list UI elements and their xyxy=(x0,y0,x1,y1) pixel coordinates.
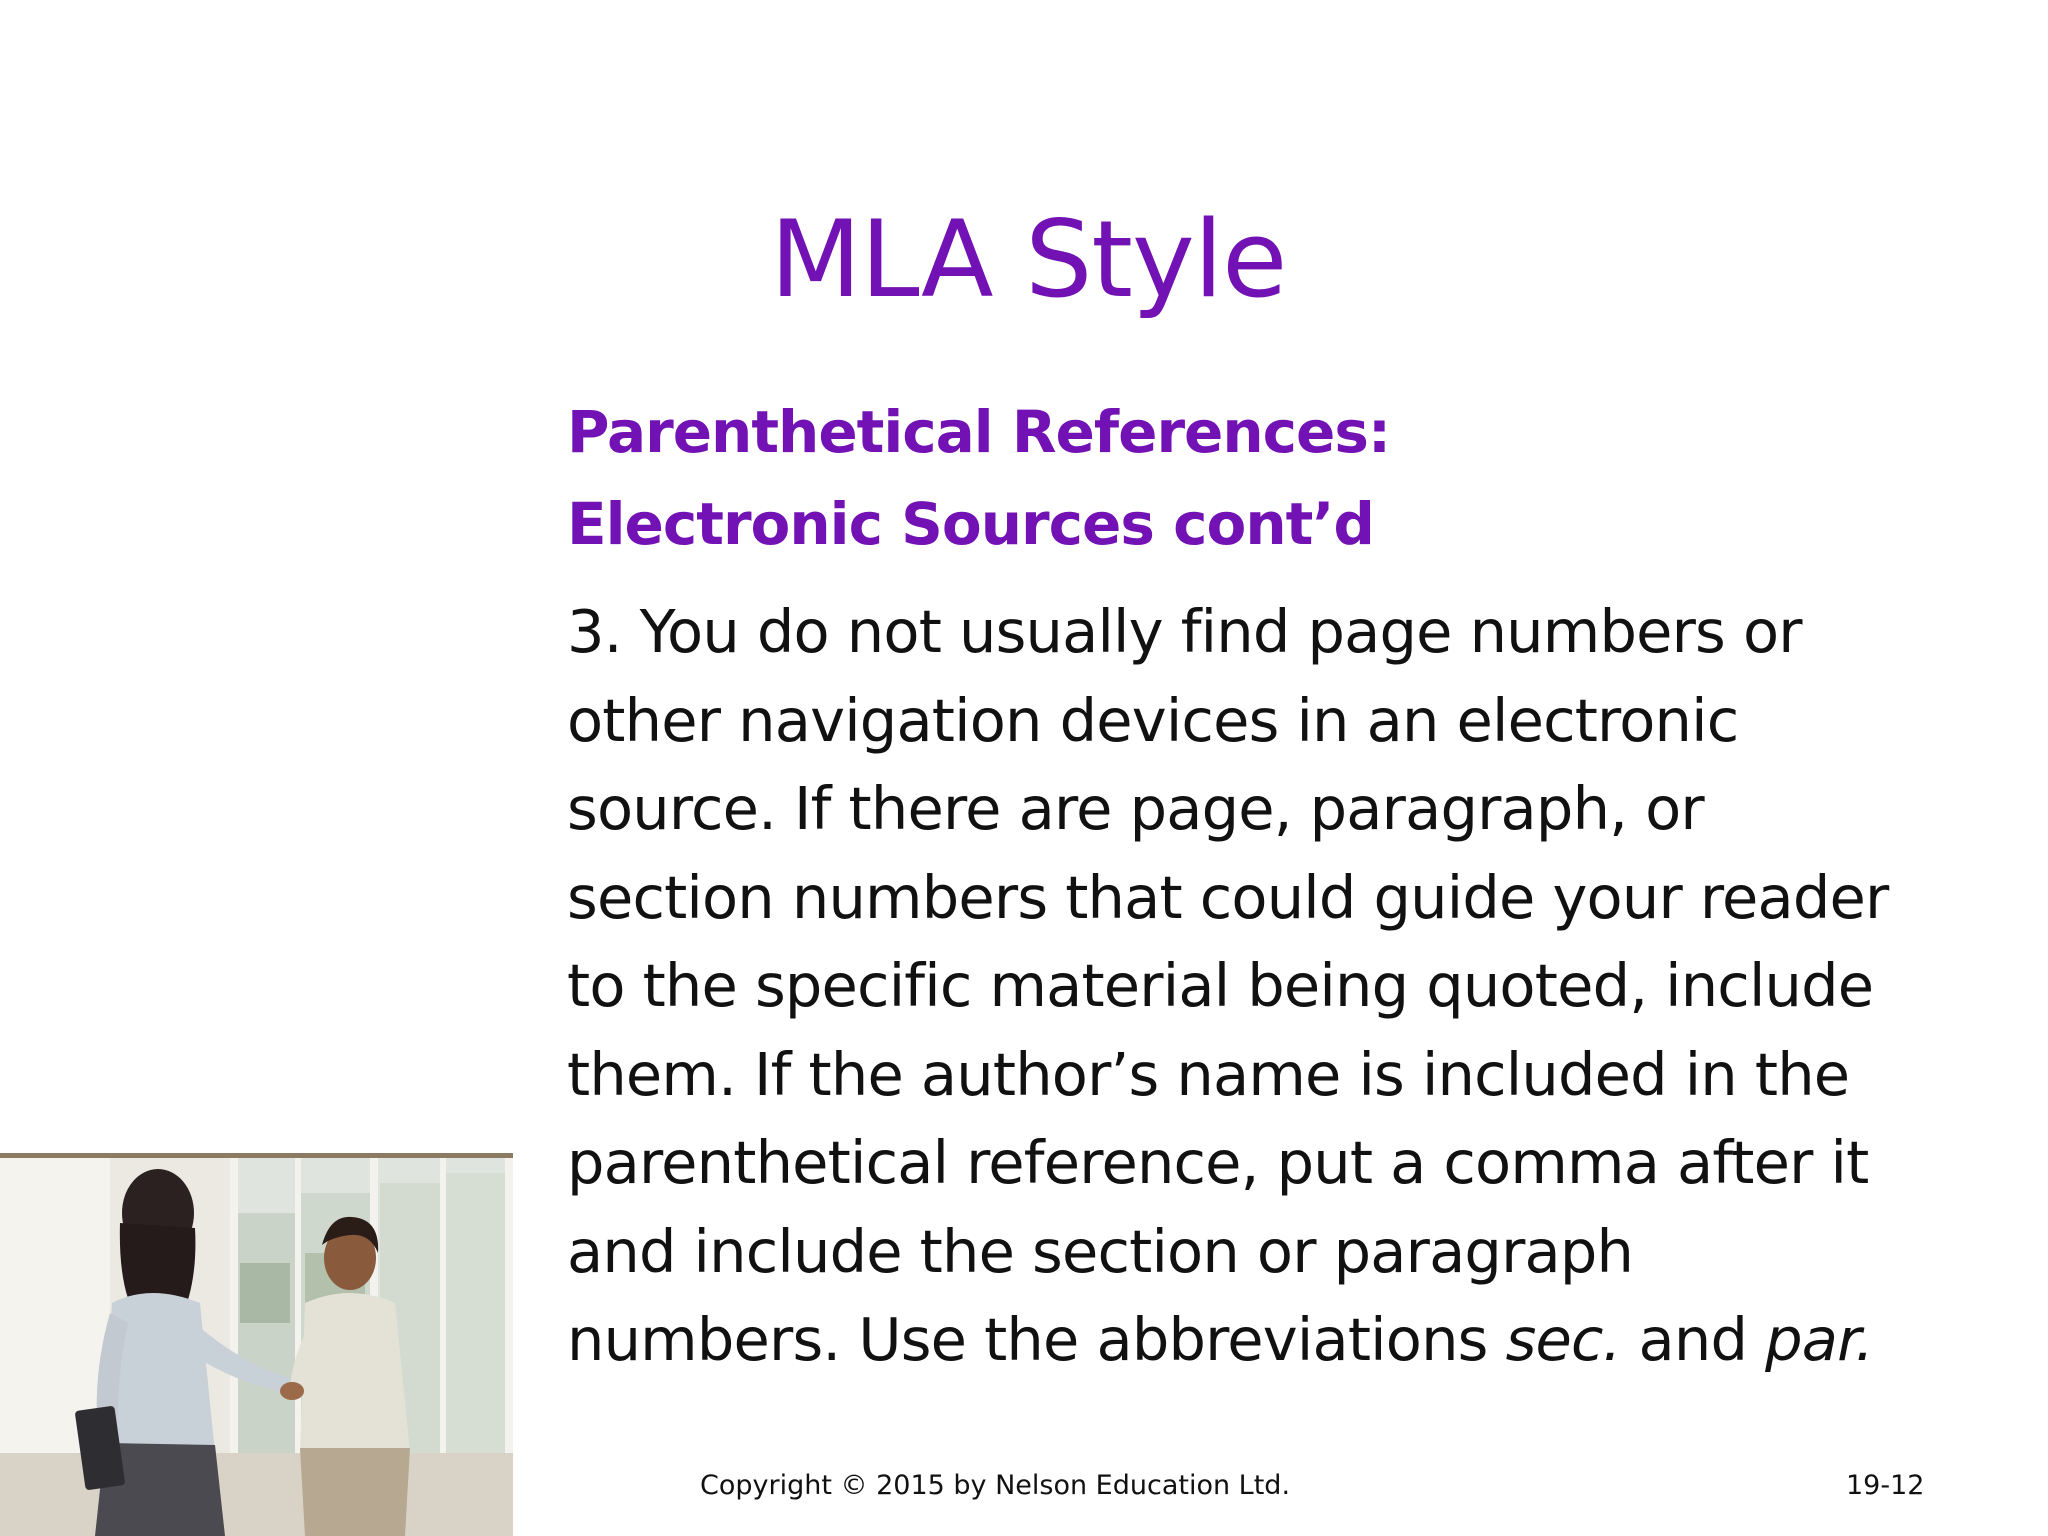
body-line: section numbers that could guide your reader xyxy=(567,862,1889,932)
last-line-and: and xyxy=(1620,1305,1766,1374)
subtitle-line-2: Electronic Sources cont’d xyxy=(567,490,1374,558)
handshake-illustration xyxy=(0,1153,513,1536)
body-line-last xyxy=(567,1296,2027,1385)
abbrev-sec: sec. xyxy=(1505,1305,1621,1374)
slide-title: MLA Style xyxy=(770,198,1287,321)
body-line: 3. You do not usually find page numbers or xyxy=(567,597,1802,666)
handshake-photo xyxy=(0,1153,513,1536)
body-line: and include the section or paragraph xyxy=(567,1216,1634,1286)
slide-body xyxy=(567,588,2027,1385)
page-number: 19-12 xyxy=(1846,1470,1925,1501)
last-line-prefix: numbers. Use the abbreviations xyxy=(567,1305,1506,1374)
body-line: source. If there are page, paragraph, or xyxy=(567,774,1704,843)
body-line: other navigation devices in an electronic xyxy=(567,685,1739,755)
subtitle-line-1: Parenthetical References: xyxy=(567,398,1391,466)
slide-subtitle xyxy=(567,386,1390,570)
body-line: to the specific material being quoted, include xyxy=(567,951,1874,1020)
body-line: them. If the author’s name is included in the xyxy=(567,1039,1850,1109)
copyright-notice: Copyright © 2015 by Nelson Education Ltd. xyxy=(700,1470,1291,1501)
abbrev-par: par. xyxy=(1765,1305,1874,1374)
body-line: parenthetical reference, put a comma after it xyxy=(567,1128,1869,1197)
